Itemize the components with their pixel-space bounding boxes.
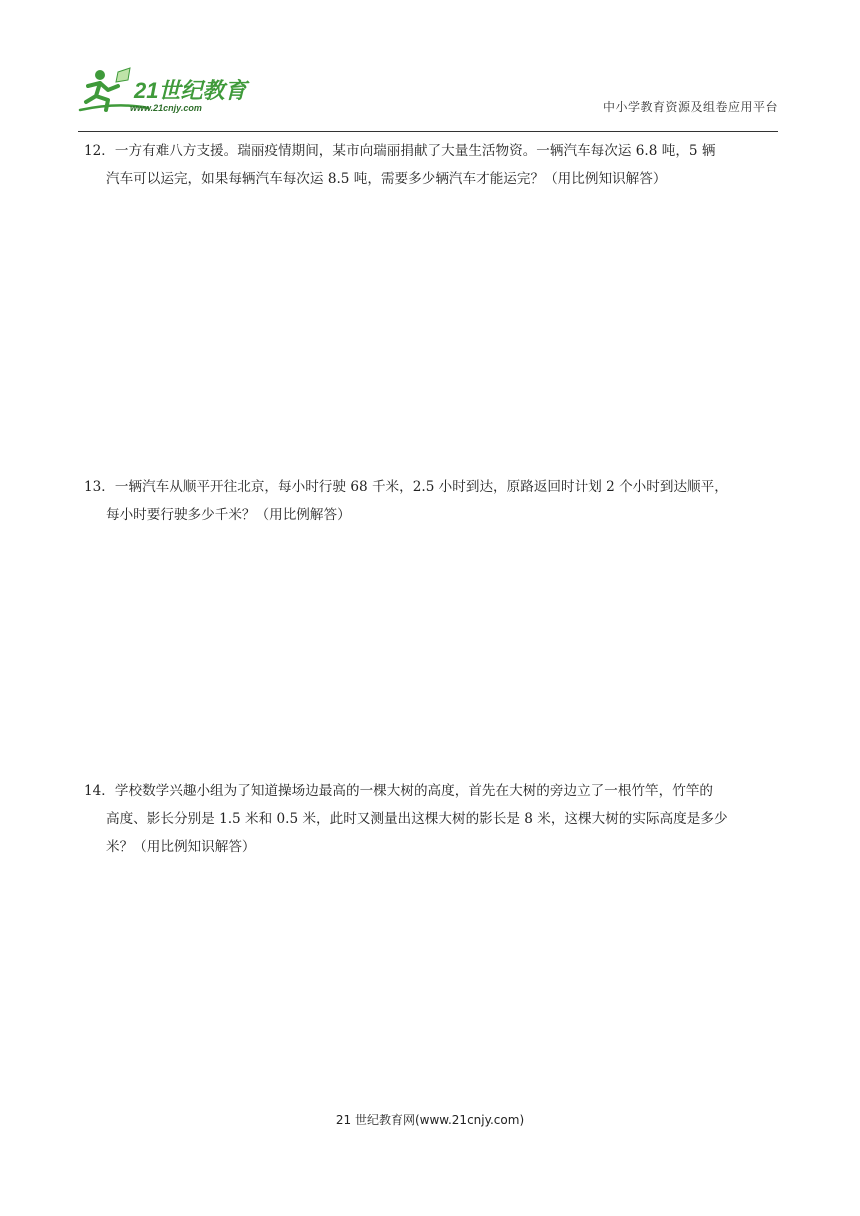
question-12-number: 12． — [84, 143, 115, 159]
question-13 — [84, 473, 778, 529]
question-14-text-1: 学校数学兴趣小组为了知道操场边最高的一棵大树的高度，首先在大树的旁边立了一根竹竿，竹竿的 — [114, 783, 714, 799]
question-14-line-1 — [84, 777, 778, 805]
header-divider — [78, 131, 778, 132]
site-logo — [78, 66, 253, 114]
question-12-text-1: 一方有难八方支援。瑞丽疫情期间，某市向瑞丽捐献了大量生活物资。一辆汽车每次运 6.8 吨，5 辆 — [114, 143, 716, 159]
page-footer: 21 世纪教育网(www.21cnjy.com) — [335, 1113, 525, 1127]
logo-text: 21世纪教育 — [134, 78, 247, 103]
runner-logo-icon — [78, 66, 253, 114]
question-14-line-3: 米？（用比例知识解答） — [106, 839, 256, 855]
question-12 — [84, 137, 778, 193]
page-header — [78, 66, 778, 132]
question-14-number: 14． — [84, 783, 115, 799]
question-13-line-2: 每小时要行驶多少千米？（用比例解答） — [106, 507, 351, 523]
question-14-line-2: 高度、影长分别是 1.5 米和 0.5 米，此时又测量出这棵大树的影长是 8 米，这棵大树的实际高度是多少 — [106, 811, 728, 827]
logo-url-text: www.21cnjy.com — [130, 103, 202, 113]
platform-name: 中小学教育资源及组卷应用平台 — [602, 100, 778, 114]
question-12-line-1 — [84, 137, 778, 165]
question-13-line-1 — [84, 473, 778, 501]
question-13-text-1: 一辆汽车从顺平开往北京，每小时行驶 68 千米，2.5 小时到达，原路返回时计划 2 个小时到达顺平， — [114, 479, 728, 495]
question-13-number: 13． — [84, 479, 115, 495]
question-12-line-2: 汽车可以运完，如果每辆汽车每次运 8.5 吨，需要多少辆汽车才能运完？（用比例知识解答） — [106, 171, 667, 187]
question-14 — [84, 777, 778, 861]
